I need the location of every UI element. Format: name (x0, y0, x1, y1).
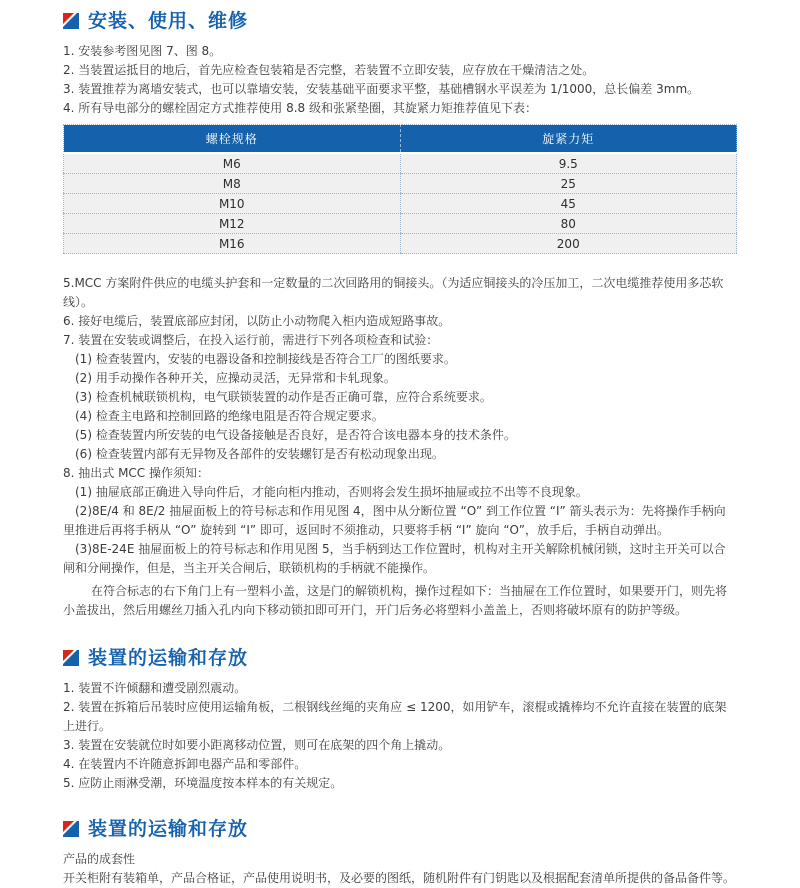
col-header-torque: 旋紧力矩 (400, 125, 737, 154)
table-row (64, 194, 737, 214)
check-item: (2) 用手动操作各种开关，应操动灵活，无异常和卡轧现象。 (75, 371, 396, 385)
section-title: 安装、使用、维修 (88, 10, 249, 32)
section-heading (63, 817, 737, 841)
section-product-completeness (63, 817, 737, 888)
check-item: (5) 检查装置内所安装的电气设备接触是否良好，是否符合该电器本身的技术条件。 (75, 428, 516, 442)
torque-table-body (64, 153, 737, 254)
cell-bolt-spec: M8 (64, 174, 401, 194)
torque-table (63, 124, 737, 254)
section-title: 装置的运输和存放 (88, 818, 249, 840)
cell-bolt-spec: M12 (64, 214, 401, 234)
transport-item: 4. 在装置内不许随意拆卸电器产品和零部件。 (63, 757, 307, 771)
check-item: (4) 检查主电路和控制回路的绝缘电阻是否符合规定要求。 (75, 409, 384, 423)
col-header-bolt-spec: 螺栓规格 (64, 125, 401, 154)
cell-bolt-spec: M6 (64, 153, 401, 174)
cell-bolt-spec: M10 (64, 194, 401, 214)
section-heading (63, 9, 737, 33)
cell-bolt-spec: M16 (64, 234, 401, 254)
cell-torque: 45 (400, 194, 737, 214)
transport-item: 5. 应防止雨淋受潮，环境温度按本样本的有关规定。 (63, 776, 343, 790)
section-install-use-maintain (63, 9, 737, 620)
check-item: (6) 检查装置内部有无异物及各部件的安装螺钉是否有松动现象出现。 (75, 447, 444, 461)
install-item: 2. 当装置运抵目的地后，首先应检查包装箱是否完整，若装置不立即安装，应存放在干燥清洁之处。 (63, 63, 595, 77)
table-row (64, 174, 737, 194)
closing-paragraph: 在符合标志的右下角门上有一塑料小盖，这是门的解锁机构，操作过程如下：当抽屉在工作位置时，如果要开门，则先将小盖拔出，然后用螺丝刀插入孔内向下移动锁扣即可开门，开门后务必将塑料小盖盖上，否则将破坏原有的防护等级。 (63, 584, 728, 617)
install-item: 4. 所有导电部分的螺栓固定方式推荐使用 8.8 级和张紧垫圈，其旋紧力矩推荐值见下表： (63, 101, 537, 115)
note-item: (1) 抽屉底部正确进入导向件后，才能向柜内推动，否则将会发生损坏抽屉或拉不出等不良现象。 (75, 485, 588, 499)
install-item: 3. 装置推荐为离墙安装式，也可以靠墙安装，安装基础平面要求平整，基础槽钢水平误差为 1/1000，总长偏差 3mm。 (63, 82, 700, 96)
install-item: 7. 装置在安装或调整后，在投入运行前，需进行下列各项检查和试验： (63, 333, 439, 347)
install-item: 1. 安装参考图见图 7、图 8。 (63, 44, 222, 58)
section-transport-storage (63, 646, 737, 793)
section-marker-icon (63, 821, 79, 837)
completeness-subtitle: 产品的成套性 (63, 852, 136, 866)
transport-item: 1. 装置不许倾翻和遭受剧烈震动。 (63, 681, 247, 695)
check-item: (3) 检查机械联锁机构，电气联锁装置的动作是否正确可靠，应符合系统要求。 (75, 390, 492, 404)
install-items-continued (63, 274, 737, 620)
cell-torque: 25 (400, 174, 737, 194)
note-item: (3)8E-24E 抽屉面板上的符号标志和作用见图 5，当手柄到达工作位置时，机构对主开关解除机械闭锁，这时主开关可以合闸和分闸操作，但是，当主开关合闸后，联锁机构的手柄就不能操作。 (63, 542, 726, 575)
table-row (64, 234, 737, 254)
completeness-body: 开关柜附有装箱单，产品合格证，产品使用说明书，及必要的图纸，随机附件有门钥匙以及根据配套清单所提供的备品备件等。 (63, 871, 736, 885)
transport-item: 2. 装置在拆箱后吊装时应使用运输角板，二根钢线丝绳的夹角应 ≤ 1200，如用铲车，滚棍或撬棒均不允许直接在装置的底架上进行。 (63, 700, 727, 733)
section-marker-icon (63, 650, 79, 666)
transport-item: 3. 装置在安装就位时如要小距离移动位置，则可在底架的四个角上撬动。 (63, 738, 451, 752)
install-item: 5.MCC 方案附件供应的电缆头护套和一定数量的二次回路用的铜接头。（为适应铜接头的冷压加工，二次电缆推荐使用多芯软线）。 (63, 276, 724, 309)
table-row (64, 153, 737, 174)
install-item: 8. 抽出式 MCC 操作须知： (63, 466, 210, 480)
torque-table-head (64, 125, 737, 154)
section-title: 装置的运输和存放 (88, 647, 249, 669)
table-header-row (64, 125, 737, 154)
cell-torque: 80 (400, 214, 737, 234)
section-heading (63, 646, 737, 670)
cell-torque: 9.5 (400, 153, 737, 174)
table-row (64, 214, 737, 234)
section-marker-icon (63, 13, 79, 29)
note-item: (2)8E/4 和 8E/2 抽屉面板上的符号标志和作用见图 4，图中从分断位置 “O” 到工作位置 “I” 箭头表示为：先将操作手柄向里推进后再将手柄从 “O” 旋转到 “I” 即可，返回时不须推动，只要将手柄 “I” 旋向 “O”，放手后，手柄自动弹出。 (63, 504, 726, 537)
install-item: 6. 接好电缆后，装置底部应封闭，以防止小动物爬入柜内造成短路事故。 (63, 314, 451, 328)
check-item: (1) 检查装置内，安装的电器设备和控制接线是否符合工厂的图纸要求。 (75, 352, 456, 366)
cell-torque: 200 (400, 234, 737, 254)
